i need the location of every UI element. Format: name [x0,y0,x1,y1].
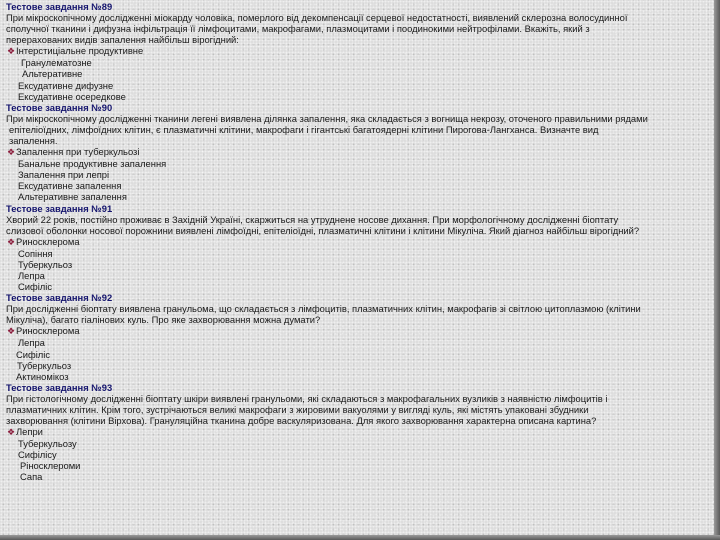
answer-option [6,449,716,460]
question-title: Тестове завдання №93 [6,381,113,393]
question-title: Тестове завдання №89 [6,1,113,12]
question-title: Тестове завдання №90 [6,101,113,113]
answer-text: Лепра [18,337,45,349]
answer-text: Сопіння [18,247,53,259]
answer-text: Сапа [20,471,43,483]
question-text-line: епітеліоїдних, лімфоїдних клітин, є плазматичні клітини, макрофаги і гігантські багатоядерні клітини Пирогова-Лангханса. Визначте вид [9,123,599,135]
answer-option [6,180,716,191]
page-frame-right [714,0,720,540]
answer-option [6,80,716,91]
answer-text: Запалення при лепрі [18,169,110,181]
answer-option [6,281,716,292]
question-text-line: перерахованих видів запалення найбільш вірогідний: [6,34,239,46]
answer-option [6,270,716,281]
diamond-bullet-icon: ❖ [6,236,16,247]
answer-text: Банальне продуктивне запалення [18,158,167,170]
question-text-line: При дослідженні біоптату виявлена гранульома, що складається з лімфоцитів, плазматичних клітин, макрофагів зі світлою цитоплазмою (клітини [6,303,641,315]
answer-text: Ексудативне осередкове [18,90,126,102]
diamond-bullet-icon: ❖ [6,427,16,438]
answer-text: Ексудативне запалення [18,180,122,192]
question-text-line: Мікуліча), багато гіалінових куль. Про яке захворювання можна думати? [6,314,321,326]
answer-option [6,146,716,158]
question-text-line: запалення. [9,135,58,147]
answer-text: Інтерстиціальне продуктивне [16,45,144,57]
answer-text: Актиномікоз [16,370,69,382]
answer-text: Туберкульоз [18,258,73,270]
answer-text: Сифілісу [18,449,57,461]
answer-text: Риносклерома [16,235,80,247]
answer-text: Лепри [16,426,43,438]
answer-text: Гранулематозне [21,57,92,69]
question-text-line: плазматичних клітин. Крім того, зустрічаються великі макрофаги з жировими вакуолями у вигляді куль, які містять упаковані збудники [6,404,589,415]
question-title: Тестове завдання №91 [6,202,113,214]
question-text-line: слизової оболонки носової порожнини виявлені лімфоїдні, епітеліоїдні, плазматичні клітини і клітини Мікуліча. Який діагноз найбільш вірогідний? [6,224,640,236]
answer-option [6,248,716,259]
answer-text: Риносклерома [16,325,80,337]
question-text-line: При гістологічному дослідженні біоптату шкіри виявлені гранульоми, які складаються з макрофагальних вузликів з наявністю лімфоцитів і [6,392,608,404]
answer-option [6,236,716,248]
diamond-bullet-icon: ❖ [6,326,16,337]
diamond-bullet-icon: ❖ [6,46,16,57]
answer-option [6,371,716,382]
answer-option [6,45,716,57]
diamond-bullet-icon: ❖ [6,147,16,158]
answer-text: Сифіліс [16,348,51,360]
answer-option [6,360,716,371]
answer-text: Сифіліс [18,281,53,293]
question-text-line: захворювання (клітини Вірхова). Грануляційна тканина добре васкуляризована. Для якого захворювання характерна описана картина? [6,415,597,427]
answer-option [6,169,716,180]
answer-option [6,460,716,471]
answer-option [6,337,716,348]
answer-option [6,471,716,482]
answer-text: Альтеративне [22,68,83,80]
answer-text: Лепра [18,269,45,281]
answer-text: Ріносклероми [20,460,81,472]
question-text-line: При мікроскопічному дослідженні тканини легені виявлена ділянка запалення, яка складається з вогнища некрозу, оточеного правильними рядами [6,112,648,124]
answer-text: Туберкульозу [18,438,77,450]
question-text-line: При мікроскопічному дослідженні міокарду чоловіка, померлого від декомпенсації серцевої недостатності, виявлений склерозна волосудинної [6,12,628,24]
answer-option [6,68,716,79]
answer-option [6,158,716,169]
page-frame-bottom [0,535,720,540]
answer-option [6,426,716,438]
answer-option [6,349,716,360]
answer-option [6,57,716,68]
question-text-line: Хворий 22 років, постійно проживає в Західній Україні, скаржиться на утруднене носове дихання. При морфологічному дослідженні біоптату [6,213,619,225]
answer-option [6,259,716,270]
answer-option [6,191,716,202]
answer-text: Ексудативне дифузне [18,79,114,91]
question-title: Тестове завдання №92 [6,292,113,304]
question-text-line: сполучної тканини і дифузна інфільтрація її лімфоцитами, макрофагами, плазмоцитами і поодинокими нейтрофілами. Вкажіть, який з [6,23,590,35]
answer-option [6,438,716,449]
answer-text: Альтеративне запалення [18,191,127,203]
answer-text: Запалення при туберкульозі [16,146,140,158]
answer-text: Туберкульоз [17,359,72,371]
answer-option [6,91,716,102]
answer-option [6,325,716,337]
